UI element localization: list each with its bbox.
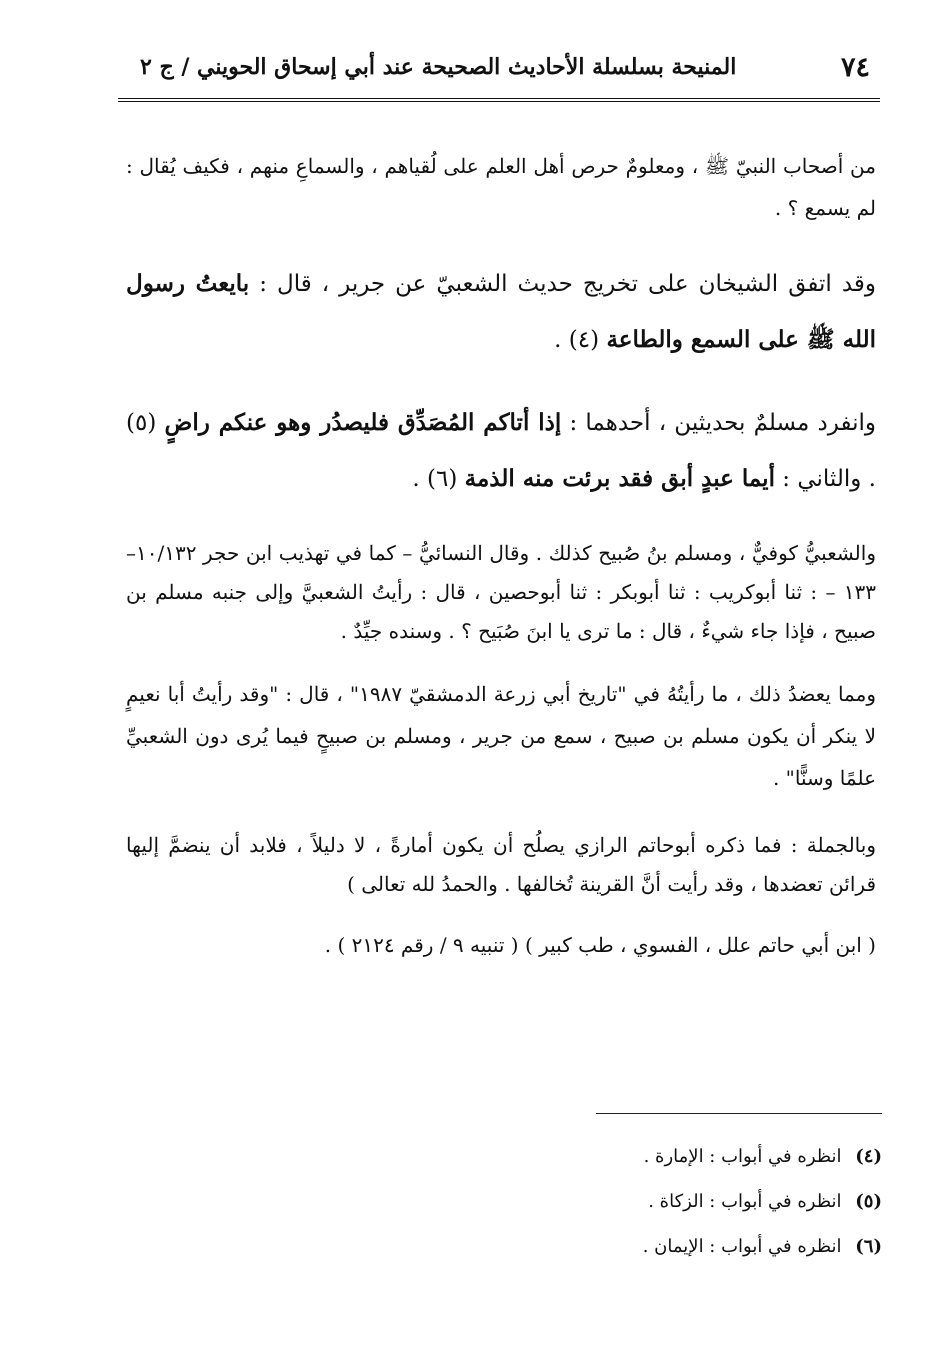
paragraph-muslim-hadiths xyxy=(126,395,876,507)
paragraph-shabi-kufi: والشعبيُّ كوفيٌّ ، ومسلم بنُ صُبيح كذلك . وقال النسائيُّ – كما في تهذيب ابن حجر ١٠/١٣٢–١٣٣ – : ثنا أبوكريب : ثنا أبوبكر : ثنا أبوحصين ، قال : رأيتُ الشعبيَّ وإلى جنبه مسلم بن صبيح ، فإذا جاء شيءٌ ، قال : ما ترى يا ابنَ صُبَيح ؟ . وسنده جيِّدٌ . xyxy=(126,541,876,643)
running-title: المنيحة بسلسلة الأحاديث الصحيحة عند أبي إسحاق الحويني / ج ٢ xyxy=(140,54,737,80)
footnote-item xyxy=(482,1224,882,1269)
source-citation: ( ابن أبي حاتم علل ، الفسوي ، طب كبير ) ( تنبيه ٩ / رقم ٢١٢٤ ) . xyxy=(324,933,876,957)
paragraph-conclusion: وبالجملة : فما ذكره أبوحاتم الرازي يصلُح أن يكون أمارةً ، لا دليلاً ، فلابد أن ينضمَّ إليها قرائن تعضدها ، وقد رأيت أنَّ القرينة تُخالفها . والحمدُ لله تعالى ) xyxy=(126,833,876,896)
paragraph-companions: من أصحاب النبيّ ﷺ ، ومعلومٌ حرص أهل العلم على لُقياهم ، والسماعِ منهم ، فكيف يُقال : لم يسمع ؟ . xyxy=(126,154,876,220)
footnote-item xyxy=(482,1134,882,1179)
second-hadith-intro: . والثاني : xyxy=(782,466,876,492)
footnote-text: انظره في أبواب : الزكاة . xyxy=(648,1191,842,1212)
paragraph-jarir-hadith xyxy=(126,256,876,368)
footnote-text: انظره في أبواب : الإمارة . xyxy=(643,1146,842,1167)
main-text xyxy=(126,145,876,993)
footnote-item xyxy=(482,1179,882,1224)
footnote-number: (٥) xyxy=(855,1191,882,1212)
footnote-marker-4: (٤) . xyxy=(554,327,600,353)
runaway-slave-hadith-quote: أيما عبدٍ أبق فقد برئت منه الذمة xyxy=(464,465,775,492)
paragraph-abu-zura: ومما يعضدُ ذلك ، ما رأيتُهُ في "تاريخ أبي زرعة الدمشقيّ ١٩٨٧" ، قال : "وقد رأيتُ أبا نعيمٍ لا ينكر أن يكون مسلم بن صبيح ، سمع من جرير ، ومسلم بن صبيحٍ فيما يُرى دون الشعبيِّ علمًا وسنًّا" . xyxy=(126,682,876,790)
footnotes xyxy=(482,1134,882,1269)
footnote-marker-6: (٦) . xyxy=(412,466,458,492)
jarir-hadith-intro: وقد اتفق الشيخان على تخريج حديث الشعبيّ عن جرير ، قال : xyxy=(259,271,876,297)
footnote-text: انظره في أبواب : الإيمان . xyxy=(642,1236,842,1257)
jarir-hadith-quote: بايعتُ رسول الله ﷺ على السمع والطاعة xyxy=(126,270,876,353)
page-number: ٧٤ xyxy=(840,52,870,83)
page-header xyxy=(118,52,880,100)
footnote-number: (٦) xyxy=(855,1236,882,1257)
musaddiq-hadith-quote: إذا أتاكم المُصَدِّق فليصدُر وهو عنكم راضٍ xyxy=(164,409,562,436)
footnote-separator xyxy=(596,1113,882,1114)
footnote-number: (٤) xyxy=(855,1146,882,1167)
footnote-marker-5: (٥) xyxy=(126,410,157,436)
muslim-hadiths-intro: وانفرد مسلمٌ بحديثين ، أحدهما : xyxy=(569,410,877,436)
header-rule xyxy=(118,98,880,102)
